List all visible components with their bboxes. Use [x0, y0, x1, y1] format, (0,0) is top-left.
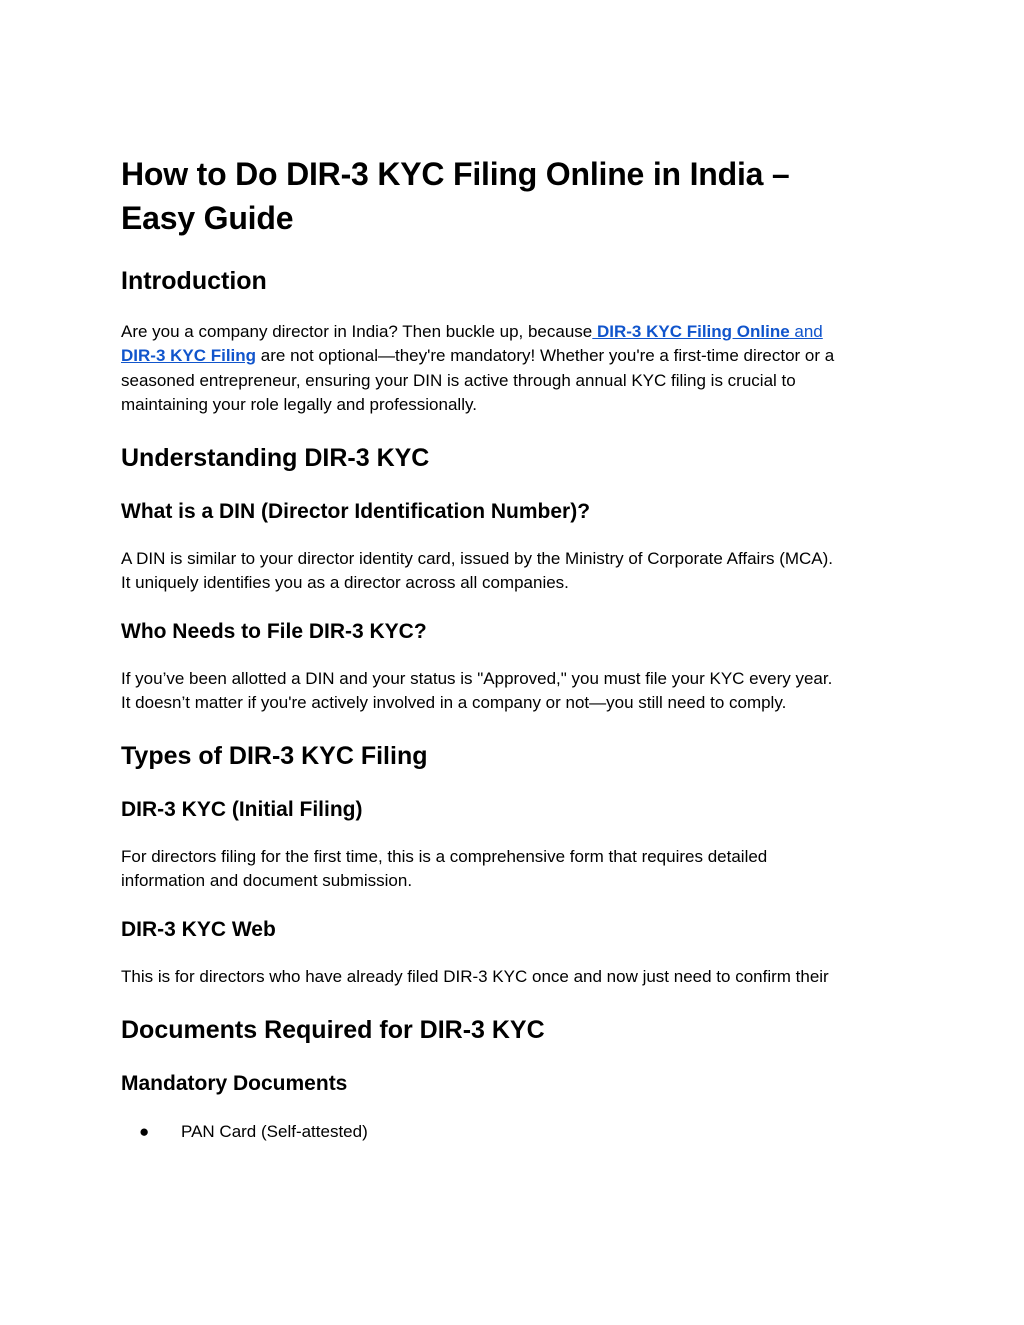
intro-text-2: are not optional—they're mandatory! Whether you're a first-time director or a — [256, 346, 835, 365]
heading-types: Types of DIR-3 KYC Filing — [121, 742, 428, 770]
initial-paragraph-line-2: information and document submission. — [121, 871, 413, 890]
heading-mandatory-documents: Mandatory Documents — [121, 1072, 348, 1095]
dir3-kyc-filing-link[interactable]: DIR-3 KYC Filing — [121, 346, 257, 365]
din-paragraph-line-2: It uniquely identifies you as a director across all companies. — [121, 573, 569, 592]
web-paragraph-line-1: This is for directors who have already filed DIR-3 KYC once and now just need to confirm their — [121, 967, 829, 986]
heading-introduction: Introduction — [121, 267, 267, 295]
who-paragraph-line-2: It doesn’t matter if you're actively involved in a company or not—you still need to comply. — [121, 693, 787, 712]
heading-what-is-din: What is a DIN (Director Identification Number)? — [121, 500, 591, 523]
dir3-kyc-filing-online-link[interactable]: DIR-3 KYC Filing Online — [592, 322, 790, 341]
initial-paragraph-line-1: For directors filing for the first time, this is a comprehensive form that requires detailed — [121, 847, 768, 866]
page-title-line-1: How to Do DIR-3 KYC Filing Online in India – — [121, 156, 790, 192]
intro-paragraph-line-1 — [121, 320, 823, 345]
din-paragraph-line-1: A DIN is similar to your director identity card, issued by the Ministry of Corporate Affairs (MCA). — [121, 549, 834, 568]
intro-paragraph-line-4: maintaining your role legally and professionally. — [121, 395, 477, 414]
heading-initial-filing: DIR-3 KYC (Initial Filing) — [121, 798, 363, 821]
heading-kyc-web: DIR-3 KYC Web — [121, 918, 276, 941]
list-item-text: PAN Card (Self-attested) — [181, 1122, 368, 1141]
and-link-text[interactable]: and — [789, 322, 823, 341]
who-paragraph-line-1: If you’ve been allotted a DIN and your status is "Approved," you must file your KYC every year. — [121, 669, 833, 688]
intro-text-1: Are you a company director in India? Then buckle up, because — [121, 322, 593, 341]
intro-paragraph-line-2 — [121, 344, 834, 369]
page-title-line-2: Easy Guide — [121, 200, 294, 236]
heading-who-needs: Who Needs to File DIR-3 KYC? — [121, 620, 427, 643]
heading-documents: Documents Required for DIR-3 KYC — [121, 1016, 545, 1044]
bullet-icon: ● — [139, 1122, 150, 1141]
heading-understanding: Understanding DIR-3 KYC — [121, 444, 430, 472]
intro-paragraph-line-3: seasoned entrepreneur, ensuring your DIN is active through annual KYC filing is crucial to — [121, 371, 796, 390]
